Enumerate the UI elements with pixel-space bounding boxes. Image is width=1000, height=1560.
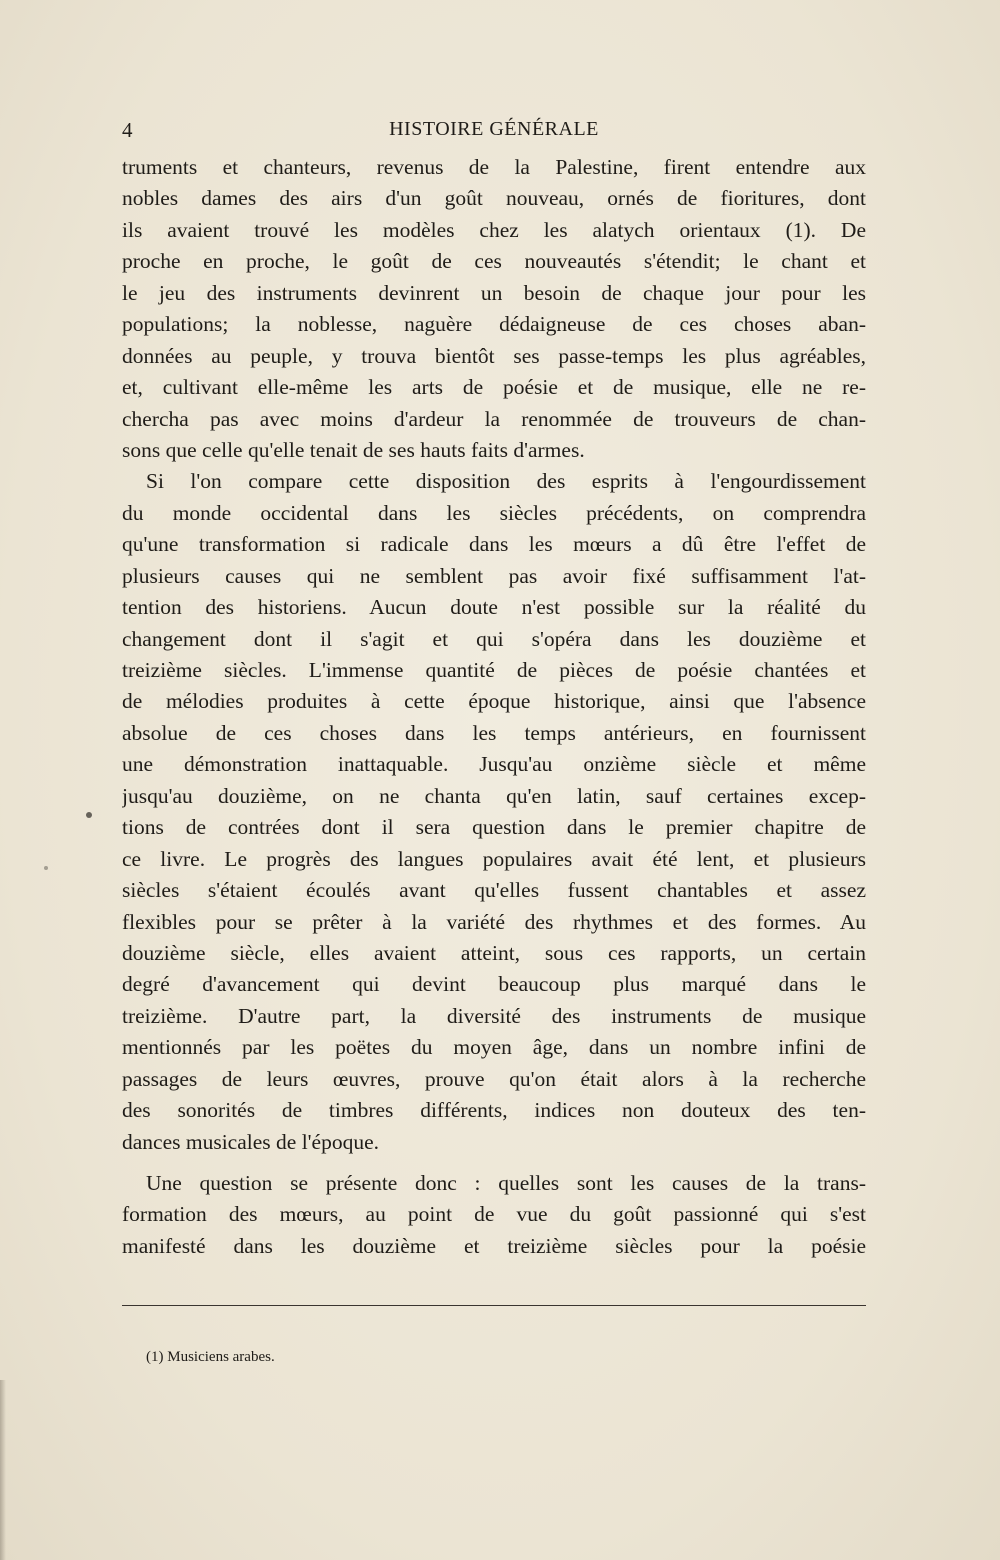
text-line: de mélodies produites à cette époque historique, ainsi que l'absence <box>122 689 866 714</box>
running-header <box>122 118 866 148</box>
text-line: changement dont il s'agit et qui s'opéra dans les douzième et <box>122 626 866 651</box>
text-line: et, cultivant elle-même les arts de poésie et de musique, elle ne re- <box>122 375 866 400</box>
page-binding-shadow <box>0 1380 6 1560</box>
text-line: chercha pas avec moins d'ardeur la renommée de trouveurs de chan- <box>122 406 866 431</box>
text-line: truments et chanteurs, revenus de la Palestine, firent entendre aux <box>122 155 866 179</box>
text-line: Une question se présente donc : quelles sont les causes de la trans- <box>146 1171 866 1195</box>
text-line: jusqu'au douzième, on ne chanta qu'en latin, sauf certaines excep- <box>122 783 866 808</box>
text-line: données au peuple, y trouva bientôt ses passe-temps les plus agréables, <box>122 343 866 368</box>
text-line: sons que celle qu'elle tenait de ses hauts faits d'armes. <box>122 437 585 462</box>
text-line: dances musicales de l'époque. <box>122 1129 380 1154</box>
text-line: mentionnés par les poëtes du moyen âge, dans un nombre infini de <box>122 1035 866 1060</box>
text-line: du monde occidental dans les siècles précédents, on comprendra <box>122 500 866 525</box>
text-line: ils avaient trouvé les modèles chez les alatych orientaux (1). De <box>122 217 866 242</box>
text-line: nobles dames des airs d'un goût nouveau, ornés de fioritures, dont <box>122 186 866 211</box>
margin-mark <box>44 866 48 870</box>
text-line: flexibles pour se prêter à la variété des rhythmes et des formes. Au <box>122 909 866 934</box>
text-line: des sonorités de timbres différents, indices non douteux des ten- <box>122 1098 866 1123</box>
text-line: plusieurs causes qui ne semblent pas avoir fixé suffisamment l'at- <box>122 563 866 588</box>
page-number: 4 <box>122 118 133 142</box>
text-line: absolue de ces choses dans les temps antérieurs, en fournissent <box>122 720 866 745</box>
text-line: degré d'avancement qui devint beaucoup plus marqué dans le <box>122 972 866 997</box>
text-line: siècles s'étaient écoulés avant qu'elles fussent chantables et assez <box>122 878 866 903</box>
text-line: une démonstration inattaquable. Jusqu'au onzième siècle et même <box>122 752 866 777</box>
text-line: formation des mœurs, au point de vue du goût passionné qui s'est <box>122 1202 866 1227</box>
text-line: passages de leurs œuvres, prouve qu'on était alors à la recherche <box>122 1066 866 1091</box>
text-line: populations; la noblesse, naguère dédaigneuse de ces choses aban- <box>122 312 866 337</box>
text-line: tention des historiens. Aucun doute n'est possible sur la réalité du <box>122 595 866 620</box>
text-line: ce livre. Le progrès des langues populaires avait été lent, et plusieurs <box>122 846 866 871</box>
text-line: manifesté dans les douzième et treizième siècles pour la poésie <box>122 1233 866 1258</box>
text-line: treizième. D'autre part, la diversité des instruments de musique <box>122 1003 866 1028</box>
text-line: douzième siècle, elles avaient atteint, sous ces rapports, un certain <box>122 940 866 965</box>
text-line: qu'une transformation si radicale dans les mœurs a dû être l'effet de <box>122 532 866 557</box>
running-title: HISTOIRE GÉNÉRALE <box>389 118 599 140</box>
footnote-rule <box>122 1305 866 1306</box>
margin-mark <box>86 812 92 818</box>
footnote: (1) Musiciens arabes. <box>146 1349 275 1365</box>
text-line: proche en proche, le goût de ces nouveautés s'étendit; le chant et <box>122 249 866 274</box>
text-line: Si l'on compare cette disposition des esprits à l'engourdissement <box>146 469 866 494</box>
text-line: tions de contrées dont il sera question dans le premier chapitre de <box>122 815 866 840</box>
text-line: treizième siècles. L'immense quantité de pièces de poésie chantées et <box>122 658 866 682</box>
text-line: le jeu des instruments devinrent un besoin de chaque jour pour les <box>122 280 866 305</box>
body-text <box>122 152 866 1262</box>
